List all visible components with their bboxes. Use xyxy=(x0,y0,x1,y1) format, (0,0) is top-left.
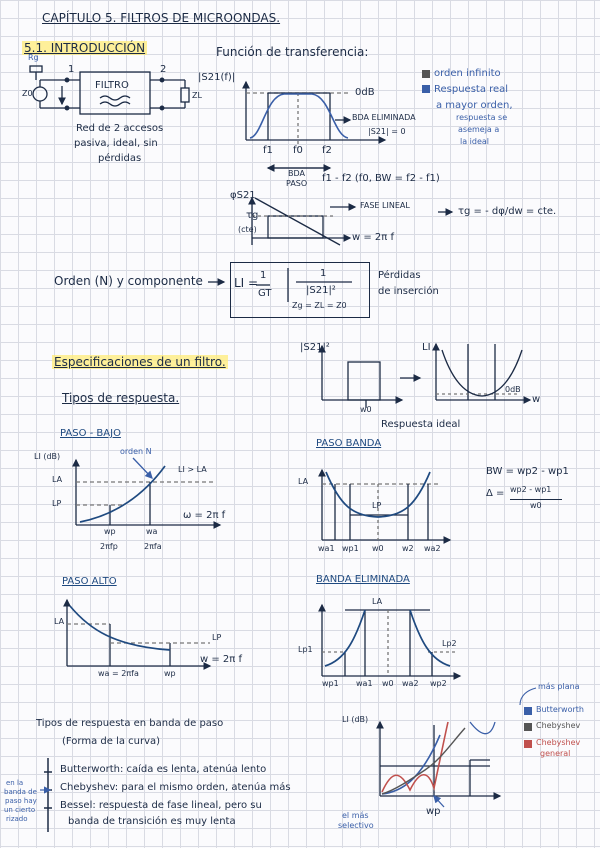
side-note-2: banda de xyxy=(4,788,37,796)
bandpass-delta-lhs: Δ = xyxy=(486,488,505,499)
tau-equation: τg = - dφ/dw = cte. xyxy=(458,206,557,217)
bandpass-wp2: w2 xyxy=(402,544,414,553)
side-note-3: paso hay xyxy=(5,797,37,805)
transfer-yaxis: |S21(f)| xyxy=(198,72,236,83)
highpass-plot xyxy=(67,600,210,666)
f2-label: f2 xyxy=(322,145,332,156)
specs-heading xyxy=(52,356,228,369)
legend-cheb-general-swatch xyxy=(524,740,532,748)
filter-label: FILTRO xyxy=(95,80,129,91)
bandpass-bw-eq: BW = wp2 - wp1 xyxy=(486,466,569,477)
bandstop-wp1: wp1 xyxy=(322,679,339,688)
port1-label: 1 xyxy=(68,64,75,75)
bandstop-title: BANDA ELIMINADA xyxy=(316,574,410,585)
transfer-heading: Función de transferencia: xyxy=(216,45,369,59)
legend-cheb-general-1: Chebyshev xyxy=(536,738,581,747)
legend-chebyshev: Chebyshev xyxy=(536,721,581,730)
lowpass-wp2: 2πfp xyxy=(100,542,118,551)
lowpass-omega: ω = 2π f xyxy=(183,510,226,521)
section-intro-title xyxy=(22,42,147,55)
ideal-caption: Respuesta ideal xyxy=(381,419,461,430)
section-intro-title-text: 5.1. INTRODUCCIÓN xyxy=(24,41,146,55)
bandstop-wa2: wa2 xyxy=(402,679,419,688)
highpass-wa: wa = 2πfa xyxy=(98,669,139,678)
li-frac1-den: GT xyxy=(258,288,272,299)
ideal-0db-label: 0dB xyxy=(505,385,521,394)
insertion-note-2: de inserción xyxy=(378,286,439,297)
legend-butterworth-swatch xyxy=(524,707,532,715)
bessel-desc-1: Bessel: respuesta de fase lineal, pero su xyxy=(60,800,262,811)
filter-box xyxy=(80,72,150,114)
bandpass-delta-bar xyxy=(510,499,562,500)
legend-chebyshev-swatch xyxy=(524,723,532,731)
bandstop-w0: w0 xyxy=(382,679,394,688)
zl-label: ZL xyxy=(192,91,202,100)
phase-yaxis: φS21 xyxy=(230,190,256,201)
lowpass-wa: wa xyxy=(146,527,158,536)
highpass-omega: w = 2π f xyxy=(200,654,242,665)
li-condition: Zg = ZL = Z0 xyxy=(292,301,347,310)
port2-label: 2 xyxy=(160,64,167,75)
side-note-5: rizado xyxy=(6,815,28,823)
bessel-desc-2: banda de transición es muy lenta xyxy=(68,816,236,827)
bandpass-lp: LP xyxy=(372,501,382,510)
bandstop-wp2: wp2 xyxy=(430,679,447,688)
ideal-s21-label: |S21|² xyxy=(300,342,330,353)
li-frac1-num: 1 xyxy=(260,270,267,281)
bandstop-plot xyxy=(322,605,460,676)
f0-label: f0 xyxy=(293,145,303,156)
lowpass-title: PASO - BAJO xyxy=(60,428,121,439)
bandstop-lp1: Lp1 xyxy=(298,645,313,654)
highpass-wp: wp xyxy=(164,669,176,678)
level-0db: 0dB xyxy=(355,87,375,98)
lowpass-yaxis: LI (dB) xyxy=(34,452,61,461)
passband-heading-2: (Forma de la curva) xyxy=(62,736,161,747)
passband-compare-plot xyxy=(380,722,500,807)
butterworth-desc: Butterworth: caída es lenta, atenúa lento xyxy=(60,764,267,775)
generator-source xyxy=(33,87,47,101)
order-component-label: Orden (N) y componente xyxy=(54,274,203,288)
network-caption-1: Red de 2 accesos xyxy=(76,123,164,134)
load-resistor xyxy=(181,88,189,102)
bandpass-w0: w0 xyxy=(372,544,384,553)
generator-resistor xyxy=(30,66,42,72)
legend-real: Respuesta real xyxy=(434,84,509,95)
lowpass-la: LA xyxy=(52,475,63,484)
bandstop-lp2: Lp2 xyxy=(442,639,457,648)
passband-heading-1: Tipos de respuesta en banda de paso xyxy=(36,718,224,729)
legend-infinite: orden infinito xyxy=(434,68,501,79)
s21-zero: |S21| = 0 xyxy=(368,127,406,136)
legend-note-4: la ideal xyxy=(460,137,490,146)
phase-tau: τg xyxy=(246,210,259,221)
chebyshev-desc: Chebyshev: para el mismo orden, atenúa más xyxy=(60,782,291,793)
side-note-4: un cierto xyxy=(4,806,36,814)
legend-butterworth: Butterworth xyxy=(536,705,584,714)
bandpass-la: LA xyxy=(298,477,309,486)
types-heading: Tipos de respuesta. xyxy=(62,391,180,405)
specs-heading-text: Especificaciones de un filtro. xyxy=(54,355,226,369)
ideal-w-label: w xyxy=(532,394,541,405)
z0-label: Z0 xyxy=(22,89,33,98)
f1-label: f1 xyxy=(263,145,273,156)
highpass-la: LA xyxy=(54,617,65,626)
rg-label: Rg xyxy=(28,53,39,62)
side-note-1: en la xyxy=(6,779,24,787)
li-frac2-num: 1 xyxy=(320,268,327,279)
lowpass-order: orden N xyxy=(120,447,152,456)
lowpass-cond: LI > LA xyxy=(178,465,207,474)
network-caption-3: pérdidas xyxy=(98,153,142,164)
legend-cheb-general-2: general xyxy=(540,749,571,758)
phase-omega: w = 2π f xyxy=(352,232,394,243)
ideal-li-label: LI xyxy=(422,342,431,353)
bandstop-la: LA xyxy=(372,597,383,606)
legend-infinite-swatch xyxy=(422,70,430,78)
li-eq-left: LI = xyxy=(234,276,259,290)
ideal-plots xyxy=(322,344,530,408)
bandpass-delta-den: w0 xyxy=(530,501,542,510)
bandstop-wa1: wa1 xyxy=(356,679,373,688)
bandpass-wa2: wa2 xyxy=(424,544,441,553)
li-frac2-den: |S21|² xyxy=(306,285,336,296)
bda-paso-2: PASO xyxy=(286,179,308,188)
network-caption-2: pasiva, ideal, sin xyxy=(74,138,158,149)
compare-yaxis: LI (dB) xyxy=(342,715,369,724)
compare-note-2: selectivo xyxy=(338,821,374,830)
bda-paso-1: BDA xyxy=(288,169,305,178)
bda-eliminada: BDA ELIMINADA xyxy=(352,113,416,122)
list-bracket xyxy=(44,758,52,832)
lowpass-wp: wp xyxy=(104,527,116,536)
legend-real-swatch xyxy=(422,85,430,93)
ideal-w0-label: w0 xyxy=(360,405,372,414)
bandpass-delta-num: wp2 - wp1 xyxy=(510,485,552,494)
highpass-lp: LP xyxy=(212,633,222,642)
bandpass-title: PASO BANDA xyxy=(316,438,382,449)
legend-flat: más plana xyxy=(538,682,580,691)
highpass-title: PASO ALTO xyxy=(62,576,117,587)
phase-cte: (cte) xyxy=(238,225,257,234)
lowpass-wa2: 2πfa xyxy=(144,542,162,551)
lowpass-lp: LP xyxy=(52,499,62,508)
fase-lineal: FASE LINEAL xyxy=(360,201,410,210)
bandpass-wa1: wa1 xyxy=(318,544,335,553)
chapter-title: CAPÍTULO 5. FILTROS DE MICROONDAS. xyxy=(42,11,281,25)
legend-note-1: a mayor orden, xyxy=(436,100,513,111)
legend-note-3: asemeja a xyxy=(458,125,500,134)
bandpass-plot xyxy=(322,470,450,540)
compare-note-1: el más xyxy=(342,811,369,820)
bandpass-wp1: wp1 xyxy=(342,544,359,553)
bw-equation: f1 - f2 (f0, BW = f2 - f1) xyxy=(322,173,440,184)
insertion-note-1: Pérdidas xyxy=(378,270,421,281)
compare-wp: wp xyxy=(426,806,441,817)
legend-note-2: respuesta se xyxy=(456,113,508,122)
